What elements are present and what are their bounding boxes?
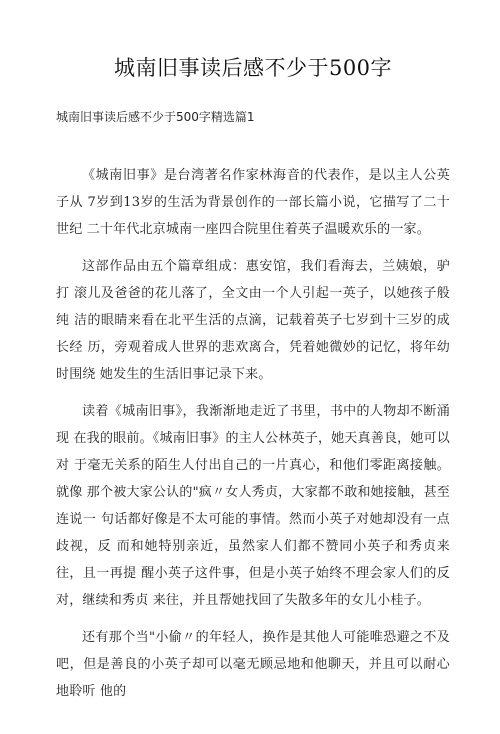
paragraph-3: 读着《城南旧事》，我渐渐地走近了书里，书中的人物却不断涌现 在我的眼前。《城南旧事》的主人公林英子，她天真善良，她可以对 于毫无关系的陌生人付出自己的一片真心，和他们零距离接触。就像 那个被大家公认的"疯〃女人秀贞，大家都不敢和她接触，甚至连说一 句话都好像是不太可能的事情。然而小英子对她却没有一点歧视，反 而和她特别亲近，虽然家人们都不赞同小英子和秀贞来往，且一再提 醒小英子这件事，但是小英子始终不理会家人们的反对，继续和秀贞 来往，并且帮她找回了失散多年的女儿小桂子。 bbox=[56, 404, 450, 608]
paragraph-1: 《城南旧事》是台湾著名作家林海音的代表作，是以主人公英子从 7岁到13岁的生活为背景创作的一部长篇小说，它描写了二十世纪 二十年代北京城南一座四合院里住着英子温暖欢乐的一家。 bbox=[56, 168, 450, 237]
section-title: 城南旧事读后感不少于500字精选篇1 bbox=[56, 110, 255, 124]
paragraph-2: 这部作品由五个篇章组成：惠安馆，我们看海去，兰姨娘，驴打 滚儿及爸爸的花儿落了，全文由一个人引起一英子，以她孩子般纯 洁的眼睛来看在北平生活的点滴，记载着英子七岁到十三岁的成长经 历，旁观着成人世界的悲欢离合，凭着她微妙的记忆，将年幼时围绕 她发生的生活旧事记录下来。 bbox=[56, 259, 450, 382]
body-text bbox=[56, 162, 450, 705]
document-title: 城南旧事读后感不少于500字 bbox=[113, 56, 393, 80]
paragraph-4: 还有那个当"小偷〃的年轻人，换作是其他人可能唯恐避之不及吧，但是善良的小英子却可以毫无顾忌地和他聊天，并且可以耐心地聆听 他的 bbox=[56, 630, 450, 699]
